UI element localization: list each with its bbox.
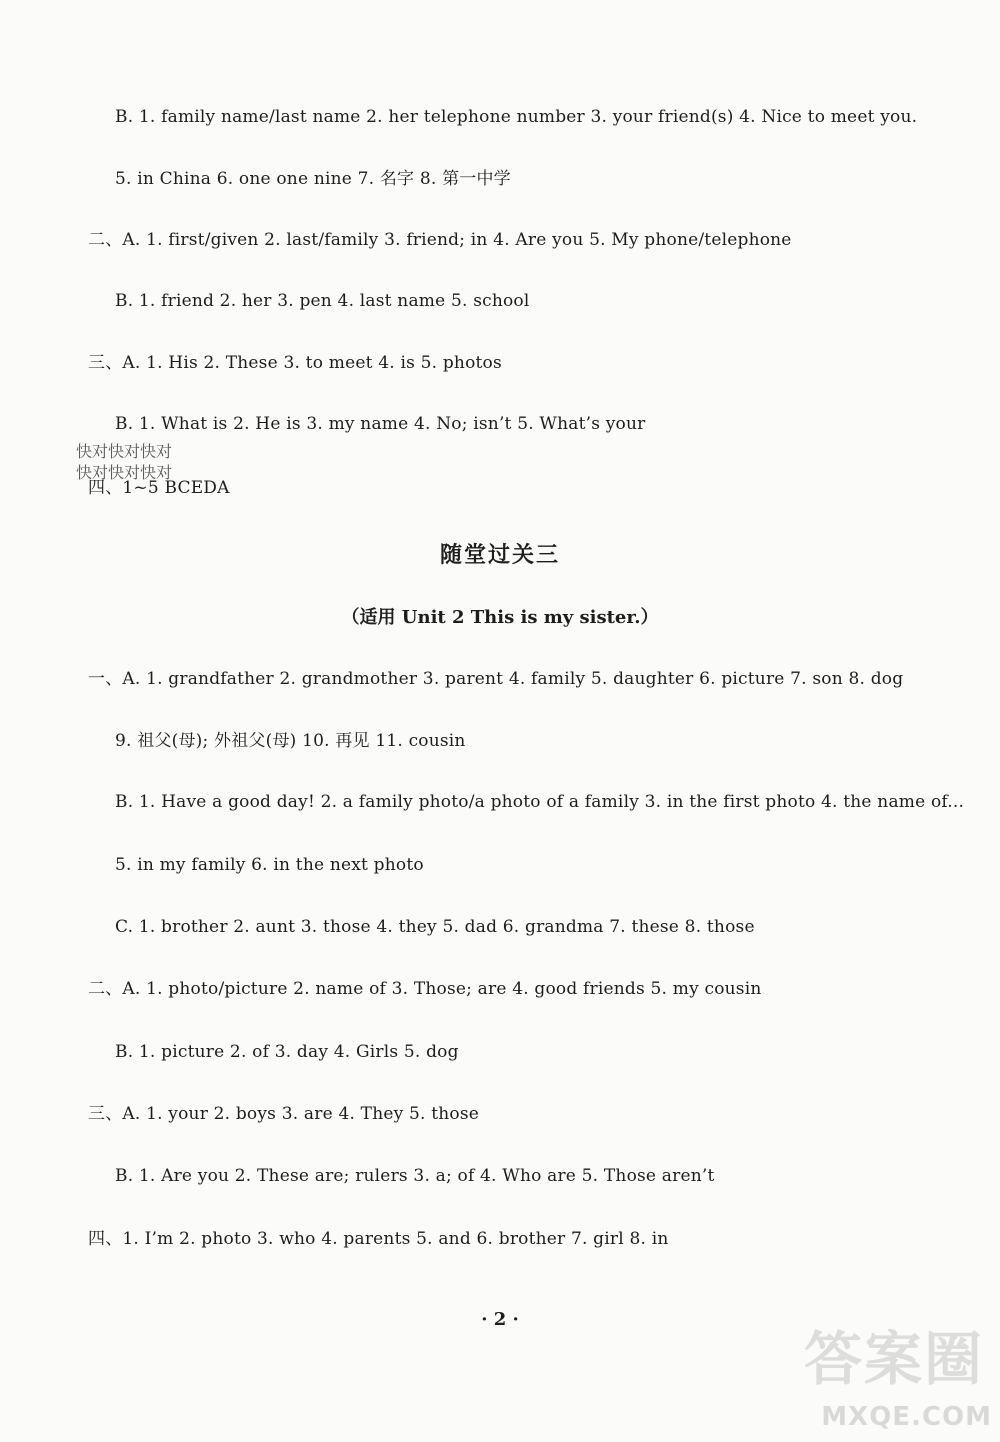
answer-line-1b-cont: 5. in China 6. one one nine 7. 名字 8. 第一中学 — [115, 169, 511, 189]
answer-line-s3-4: 四、1. I’m 2. photo 3. who 4. parents 5. and 6. brother 7. girl 8. in — [88, 1229, 669, 1249]
answer-line-4: 四、1~5 BCEDA — [88, 478, 230, 498]
logo-mark: 答案圈 — [803, 1325, 984, 1393]
answer-line-s3-2a: 二、A. 1. photo/picture 2. name of 3. Those; are 4. good friends 5. my cousin — [88, 979, 762, 999]
answer-line-3a: 三、A. 1. His 2. These 3. to meet 4. is 5. photos — [88, 353, 502, 373]
watermark-line-1: 快对快对快对 — [76, 442, 173, 461]
answer-line-3b: B. 1. What is 2. He is 3. my name 4. No; isn’t 5. What’s your — [115, 414, 646, 434]
answer-line-s3-1c: C. 1. brother 2. aunt 3. those 4. they 5. dad 6. grandma 7. these 8. those — [115, 917, 755, 937]
page-number: · 2 · — [481, 1309, 519, 1330]
answer-line-s3-1a: 一、A. 1. grandfather 2. grandmother 3. parent 4. family 5. daughter 6. picture 7. son 8. dog — [88, 669, 904, 689]
answer-line-s3-1a-cont: 9. 祖父(母); 外祖父(母) 10. 再见 11. cousin — [115, 731, 466, 751]
watermark-line-2: 快对快对快对 — [76, 463, 173, 482]
answer-line-s3-3a: 三、A. 1. your 2. boys 3. are 4. They 5. those — [88, 1104, 480, 1124]
answer-line-1b: B. 1. family name/last name 2. her telephone number 3. your friend(s) 4. Nice to meet you. — [115, 107, 918, 127]
section-subtitle: （适用 Unit 2 This is my sister.） — [341, 607, 659, 628]
answer-line-s3-2b: B. 1. picture 2. of 3. day 4. Girls 5. dog — [115, 1042, 459, 1062]
answer-line-2a: 二、A. 1. first/given 2. last/family 3. friend; in 4. Are you 5. My phone/telephone — [88, 230, 792, 250]
site-logo — [774, 1318, 994, 1438]
answer-line-2b: B. 1. friend 2. her 3. pen 4. last name 5. school — [115, 291, 530, 311]
section-title: 随堂过关三 — [439, 542, 560, 568]
logo-text: MXQE.COM — [821, 1402, 992, 1432]
answer-line-s3-1b: B. 1. Have a good day! 2. a family photo/a photo of a family 3. in the first photo 4. the name of... — [115, 792, 965, 812]
answer-line-s3-3b: B. 1. Are you 2. These are; rulers 3. a; of 4. Who are 5. Those aren’t — [115, 1166, 715, 1186]
answer-line-s3-1b-cont: 5. in my family 6. in the next photo — [115, 855, 424, 875]
